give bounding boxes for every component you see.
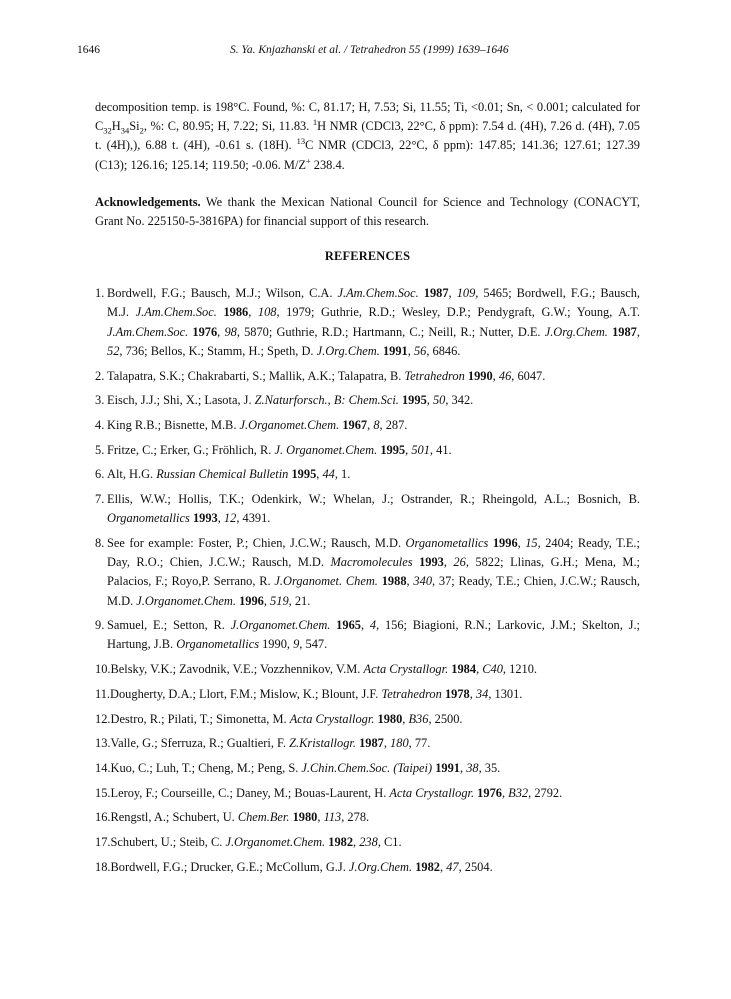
reference-journal: Acta Crystallogr. <box>289 711 375 726</box>
acknowledgements-label: Acknowledgements. <box>95 194 201 209</box>
body-line-3: (4H),), 6.88 t. (4H), -0.61 s. (18H). <box>106 138 297 153</box>
reference-journal: Organometallics <box>405 535 489 550</box>
reference-journal: 4 <box>369 618 377 633</box>
reference-text: , 547. <box>299 637 328 652</box>
reference-text: , <box>492 368 499 383</box>
reference-text: Bordwell, F.G.; Bausch, M.J.; Wilson, C.A. <box>107 286 338 301</box>
reference-text: , 35. <box>478 760 501 775</box>
body-line-4: 126.16; 125.14; 119.50; -0.06. M/Z <box>130 157 306 172</box>
reference-year: 1993 <box>419 555 444 570</box>
reference-text: , 4391. <box>236 511 271 526</box>
references-heading: REFERENCES <box>324 249 411 264</box>
reference-number: 3. <box>95 393 105 408</box>
body-line-1: decomposition temp. is 198°C. Found, %: C, 81.17; H, 7.53; Si, 11.55; Ti, <0.01; Sn, < 0.001; calculated for <box>95 100 640 114</box>
mz-value: 238.4. <box>310 157 345 172</box>
reference-text: , <box>316 467 323 482</box>
reference-journal: J.Org.Chem. <box>316 343 380 358</box>
reference-year: 1987 <box>612 324 637 339</box>
reference-text: , 1301. <box>488 686 523 701</box>
reference-journal: 108 <box>257 305 277 320</box>
experimental-paragraph <box>95 98 640 175</box>
reference-journal: 52 <box>107 343 120 358</box>
reference-text: Leroy, F.; Courseille, C.; Daney, M.; Bouas-Laurent, H. <box>110 785 390 800</box>
reference-text: , <box>405 442 412 457</box>
reference-journal: 238 <box>359 835 378 850</box>
reference-number: 13. <box>95 736 111 751</box>
reference-text: , 1979; Guthrie, R.D.; Wesley, D.P.; Pendygraft, G.W.; Young, A.T. <box>276 305 641 320</box>
reference-item <box>95 759 640 778</box>
reference-journal: 8 <box>373 417 380 432</box>
reference-text: , <box>383 736 391 751</box>
reference-text: Dougherty, D.A.; Llort, F.M.; Mislow, K.; Blount, J.F. <box>110 686 382 701</box>
reference-number: 15. <box>95 785 111 800</box>
reference-item <box>95 660 640 679</box>
reference-text: Eisch, J.J.; Shi, X.; Lasota, J. <box>107 393 255 408</box>
reference-text: Alt, H.G. <box>107 467 157 482</box>
reference-journal: Macromolecules <box>330 555 413 570</box>
reference-year: 1991 <box>435 760 460 775</box>
reference-text: , <box>459 760 467 775</box>
reference-journal: 98 <box>224 324 237 339</box>
reference-journal: 44 <box>322 467 335 482</box>
molecular-formula: $C_{32}H_{34}Si_2$ <box>95 119 144 136</box>
reference-text: Schubert, U.; Steib, C. <box>110 835 226 850</box>
reference-number: 5. <box>95 442 105 457</box>
reference-text: Kuo, C.; Luh, T.; Cheng, M.; Peng, S. <box>110 760 302 775</box>
reference-text: , 41. <box>429 442 452 457</box>
reference-year: 1980 <box>377 711 403 726</box>
reference-text: Fritze, C.; Erker, G.; Fröhlich, R. <box>107 442 275 457</box>
reference-journal: 9 <box>293 637 300 652</box>
reference-number: 6. <box>95 467 105 482</box>
reference-text: , <box>402 711 409 726</box>
reference-item <box>95 734 640 753</box>
page-number: 1646 <box>77 44 100 56</box>
reference-text: See for example: Foster, P.; Chien, J.C.W.; Rausch, M.D. <box>107 535 406 550</box>
reference-text: , <box>217 324 225 339</box>
reference-journal: 180 <box>390 736 409 751</box>
reference-journal: J. Organomet.Chem. <box>274 442 378 457</box>
reference-year: 1967 <box>342 417 368 432</box>
reference-text: , <box>248 305 258 320</box>
reference-text: , <box>367 417 374 432</box>
running-title: S. Ya. Knjazhanski et al. / Tetrahedron 55 (1999) 1639–1646 <box>230 44 509 56</box>
reference-text: King R.B.; Bisnette, M.B. <box>107 417 240 432</box>
reference-journal: 50 <box>432 393 446 408</box>
reference-item <box>95 685 640 704</box>
reference-text: , <box>517 535 526 550</box>
reference-year: 1990 <box>467 368 493 383</box>
reference-text: , <box>407 343 414 358</box>
reference-number: 12. <box>95 711 111 726</box>
reference-journal: Chem.Ber. <box>237 810 290 825</box>
reference-journal: J.Am.Chem.Soc. <box>107 324 189 339</box>
reference-journal: Tetrahedron <box>404 368 465 383</box>
reference-text: Ellis, W.W.; Hollis, T.K.; Odenkirk, W.; Whelan, J.; Ostrander, R.; Rheingold, A.L.; Bosnich, B. <box>107 492 640 507</box>
reference-item <box>95 710 640 729</box>
reference-journal: B32 <box>508 785 529 800</box>
mz-superscript: + <box>305 155 311 166</box>
reference-journal: 113 <box>323 810 342 825</box>
reference-item <box>95 616 640 654</box>
reference-journal: B36 <box>408 711 429 726</box>
reference-year: 1995 <box>380 442 406 457</box>
running-head <box>77 44 640 62</box>
c-nmr-superscript: 13 <box>296 136 306 147</box>
reference-number: 2. <box>95 368 105 383</box>
reference-item <box>95 534 640 611</box>
reference-item <box>95 367 640 386</box>
reference-year: 1965 <box>336 618 361 633</box>
reference-journal: Tetrahedron <box>381 686 442 701</box>
reference-number: 18. <box>95 859 111 874</box>
reference-journal: 109 <box>456 286 476 301</box>
reference-item <box>95 441 640 460</box>
reference-text: , <box>636 324 640 339</box>
reference-text: , 77. <box>408 736 431 751</box>
reference-text: , <box>317 810 324 825</box>
reference-year: 1987 <box>423 286 449 301</box>
reference-item <box>95 784 640 803</box>
reference-text: , 5870; Guthrie, R.D.; Hartmann, C.; Neill, R.; Nutter, D.E. <box>236 324 545 339</box>
reference-journal: 38 <box>466 760 479 775</box>
reference-text: , <box>353 835 360 850</box>
reference-text: , 736; Bellos, K.; Stamm, H.; Speth, D. <box>119 343 317 358</box>
reference-year: 1982 <box>415 859 440 874</box>
reference-year: 1976 <box>192 324 218 339</box>
reference-year: 1984 <box>451 662 477 677</box>
body-line-2: , %: C, 80.95; H, 7.22; Si, 11.83. <box>143 119 313 134</box>
reference-text: , 2792. <box>528 785 563 800</box>
reference-text: , <box>448 286 457 301</box>
reference-text: , 156; Biagioni, R.N.; Larkovic, J.M.; Skelton, J.; Hartung, J.B. <box>107 618 640 652</box>
reference-text: , 278. <box>341 810 370 825</box>
reference-number: 14. <box>95 760 111 775</box>
reference-journal: J.Organomet.Chem. <box>239 417 340 432</box>
reference-number: 10. <box>95 662 111 677</box>
reference-text: , 6047. <box>511 368 546 383</box>
reference-text: 1990, <box>259 637 294 652</box>
reference-text: , C1. <box>377 835 402 850</box>
reference-journal: Organometallics <box>176 637 260 652</box>
reference-journal: Organometallics <box>107 511 190 526</box>
reference-year: 1993 <box>192 511 218 526</box>
reference-journal: J.Chin.Chem.Soc. (Taipei) <box>301 760 433 775</box>
h-nmr-data: H NMR (CDCl3, 22°C, δ ppm): 7.54 d. (4H), 7.26 d. (4H), 7.05 t. <box>95 119 640 153</box>
reference-text: Destro, R.; Pilati, T.; Simonetta, M. <box>110 711 290 726</box>
reference-text: , <box>406 574 414 589</box>
reference-number: 9. <box>95 618 105 633</box>
reference-text: Samuel, E.; Setton, R. <box>107 618 231 633</box>
reference-text: , <box>263 593 271 608</box>
reference-text: , 5822; Llinas, G.H.; Mena, M.; Palacios, F.; Royo,P. Serrano, R. <box>107 555 640 589</box>
reference-journal: 47 <box>446 859 459 874</box>
reference-journal: 12 <box>223 511 237 526</box>
reference-journal: J.Organomet.Chem. <box>225 835 326 850</box>
reference-number: 17. <box>95 835 111 850</box>
reference-year: 1995 <box>291 467 317 482</box>
reference-year: 1976 <box>477 785 502 800</box>
reference-journal: 501 <box>411 442 430 457</box>
reference-number: 1. <box>95 286 105 301</box>
reference-journal: Z.Kristallogr. <box>289 736 356 751</box>
reference-text: Belsky, V.K.; Zavodnik, V.E.; Vozzhennikov, V.M. <box>110 662 364 677</box>
reference-text: , 2404; Ready, T.E.; Day, R.O.; Chien, J.C.W.; Rausch, M.D. <box>107 535 640 570</box>
reference-journal: 340 <box>413 574 433 589</box>
reference-text: , <box>469 686 476 701</box>
reference-journal: J.Org.Chem. <box>348 859 413 874</box>
reference-journal: 34 <box>475 686 489 701</box>
reference-journal: C40 <box>482 662 503 677</box>
h-nmr-superscript: 1 <box>312 117 318 128</box>
reference-text: , 6846. <box>426 343 461 358</box>
reference-number: 4. <box>95 417 105 432</box>
reference-text: , 1. <box>334 467 351 482</box>
reference-item <box>95 858 640 877</box>
reference-text: Valle, G.; Sferruza, R.; Gualtieri, F. <box>110 736 290 751</box>
reference-text: , <box>426 393 433 408</box>
reference-text: , <box>501 785 509 800</box>
reference-journal: J.Organomet.Chem. <box>136 593 236 608</box>
page <box>77 44 641 883</box>
reference-text: , 21. <box>288 593 311 608</box>
reference-text: , 37; Ready, T.E.; Chien, J.C.W.; Rausch, M.D. <box>107 574 641 608</box>
reference-text: Talapatra, S.K.; Chakrabarti, S.; Mallik, A.K.; Talapatra, B. <box>107 368 405 383</box>
reference-journal: Acta Crystallogr. <box>389 785 475 800</box>
reference-year: 1996 <box>492 535 518 550</box>
reference-journal: J.Organomet.Chem. <box>230 618 331 633</box>
reference-item <box>95 490 640 528</box>
reference-text: , 1210. <box>502 662 537 677</box>
reference-item <box>95 284 640 361</box>
reference-text: , 2504. <box>458 859 493 874</box>
reference-item <box>95 391 640 410</box>
reference-journal: J.Organomet. Chem. <box>274 574 378 589</box>
reference-text: , <box>476 662 483 677</box>
references-list <box>95 284 640 877</box>
reference-journal: 26 <box>453 555 466 570</box>
reference-journal: 56 <box>413 343 427 358</box>
reference-text: , <box>360 618 370 633</box>
reference-journal: Acta Crystallogr. <box>363 662 449 677</box>
c-nmr-data: C NMR (CDCl3, 22°C, δ ppm): 147.85; 141.36; 127.61; 127.39 (C13); <box>95 138 640 172</box>
reference-year: 1978 <box>444 686 470 701</box>
reference-item <box>95 416 640 435</box>
reference-text: , <box>217 511 224 526</box>
reference-number: 8. <box>95 535 105 550</box>
reference-year: 1996 <box>239 593 264 608</box>
reference-year: 1986 <box>223 305 249 320</box>
reference-text: , 342. <box>445 393 474 408</box>
reference-item <box>95 833 640 852</box>
reference-text: , <box>440 859 447 874</box>
reference-journal: 519 <box>270 593 289 608</box>
reference-text: Rengstl, A.; Schubert, U. <box>110 810 238 825</box>
reference-year: 1982 <box>328 835 354 850</box>
reference-item <box>95 465 640 484</box>
reference-year: 1988 <box>381 574 407 589</box>
reference-journal: 15 <box>525 535 538 550</box>
acknowledgements <box>95 193 640 231</box>
reference-journal: Russian Chemical Bulletin <box>156 467 289 482</box>
reference-year: 1991 <box>382 343 408 358</box>
acknowledgements-text: We thank the Mexican National Council for Science and Technology (CONACYT, Grant No. 225150-5-3816PA) for financial support of this research. <box>95 194 640 229</box>
reference-number: 11. <box>95 686 111 701</box>
reference-journal: Z.Naturforsch., B: Chem.Sci. <box>254 393 399 408</box>
reference-text: Bordwell, F.G.; Drucker, G.E.; McCollum, G.J. <box>110 859 349 874</box>
reference-text: , 5465; Bordwell, F.G.; Bausch, M.J. <box>107 286 640 320</box>
reference-item <box>95 808 640 827</box>
reference-journal: J.Org.Chem. <box>544 324 608 339</box>
reference-journal: J.Am.Chem.Soc. <box>337 286 419 301</box>
reference-text: , <box>443 555 454 570</box>
reference-year: 1980 <box>292 810 318 825</box>
reference-journal: J.Am.Chem.Soc. <box>135 305 217 320</box>
reference-number: 16. <box>95 810 111 825</box>
reference-journal: 46 <box>498 368 512 383</box>
reference-text: , 287. <box>379 417 408 432</box>
reference-text: , 2500. <box>428 711 463 726</box>
reference-year: 1987 <box>359 736 384 751</box>
reference-year: 1995 <box>401 393 427 408</box>
reference-number: 7. <box>95 492 105 507</box>
